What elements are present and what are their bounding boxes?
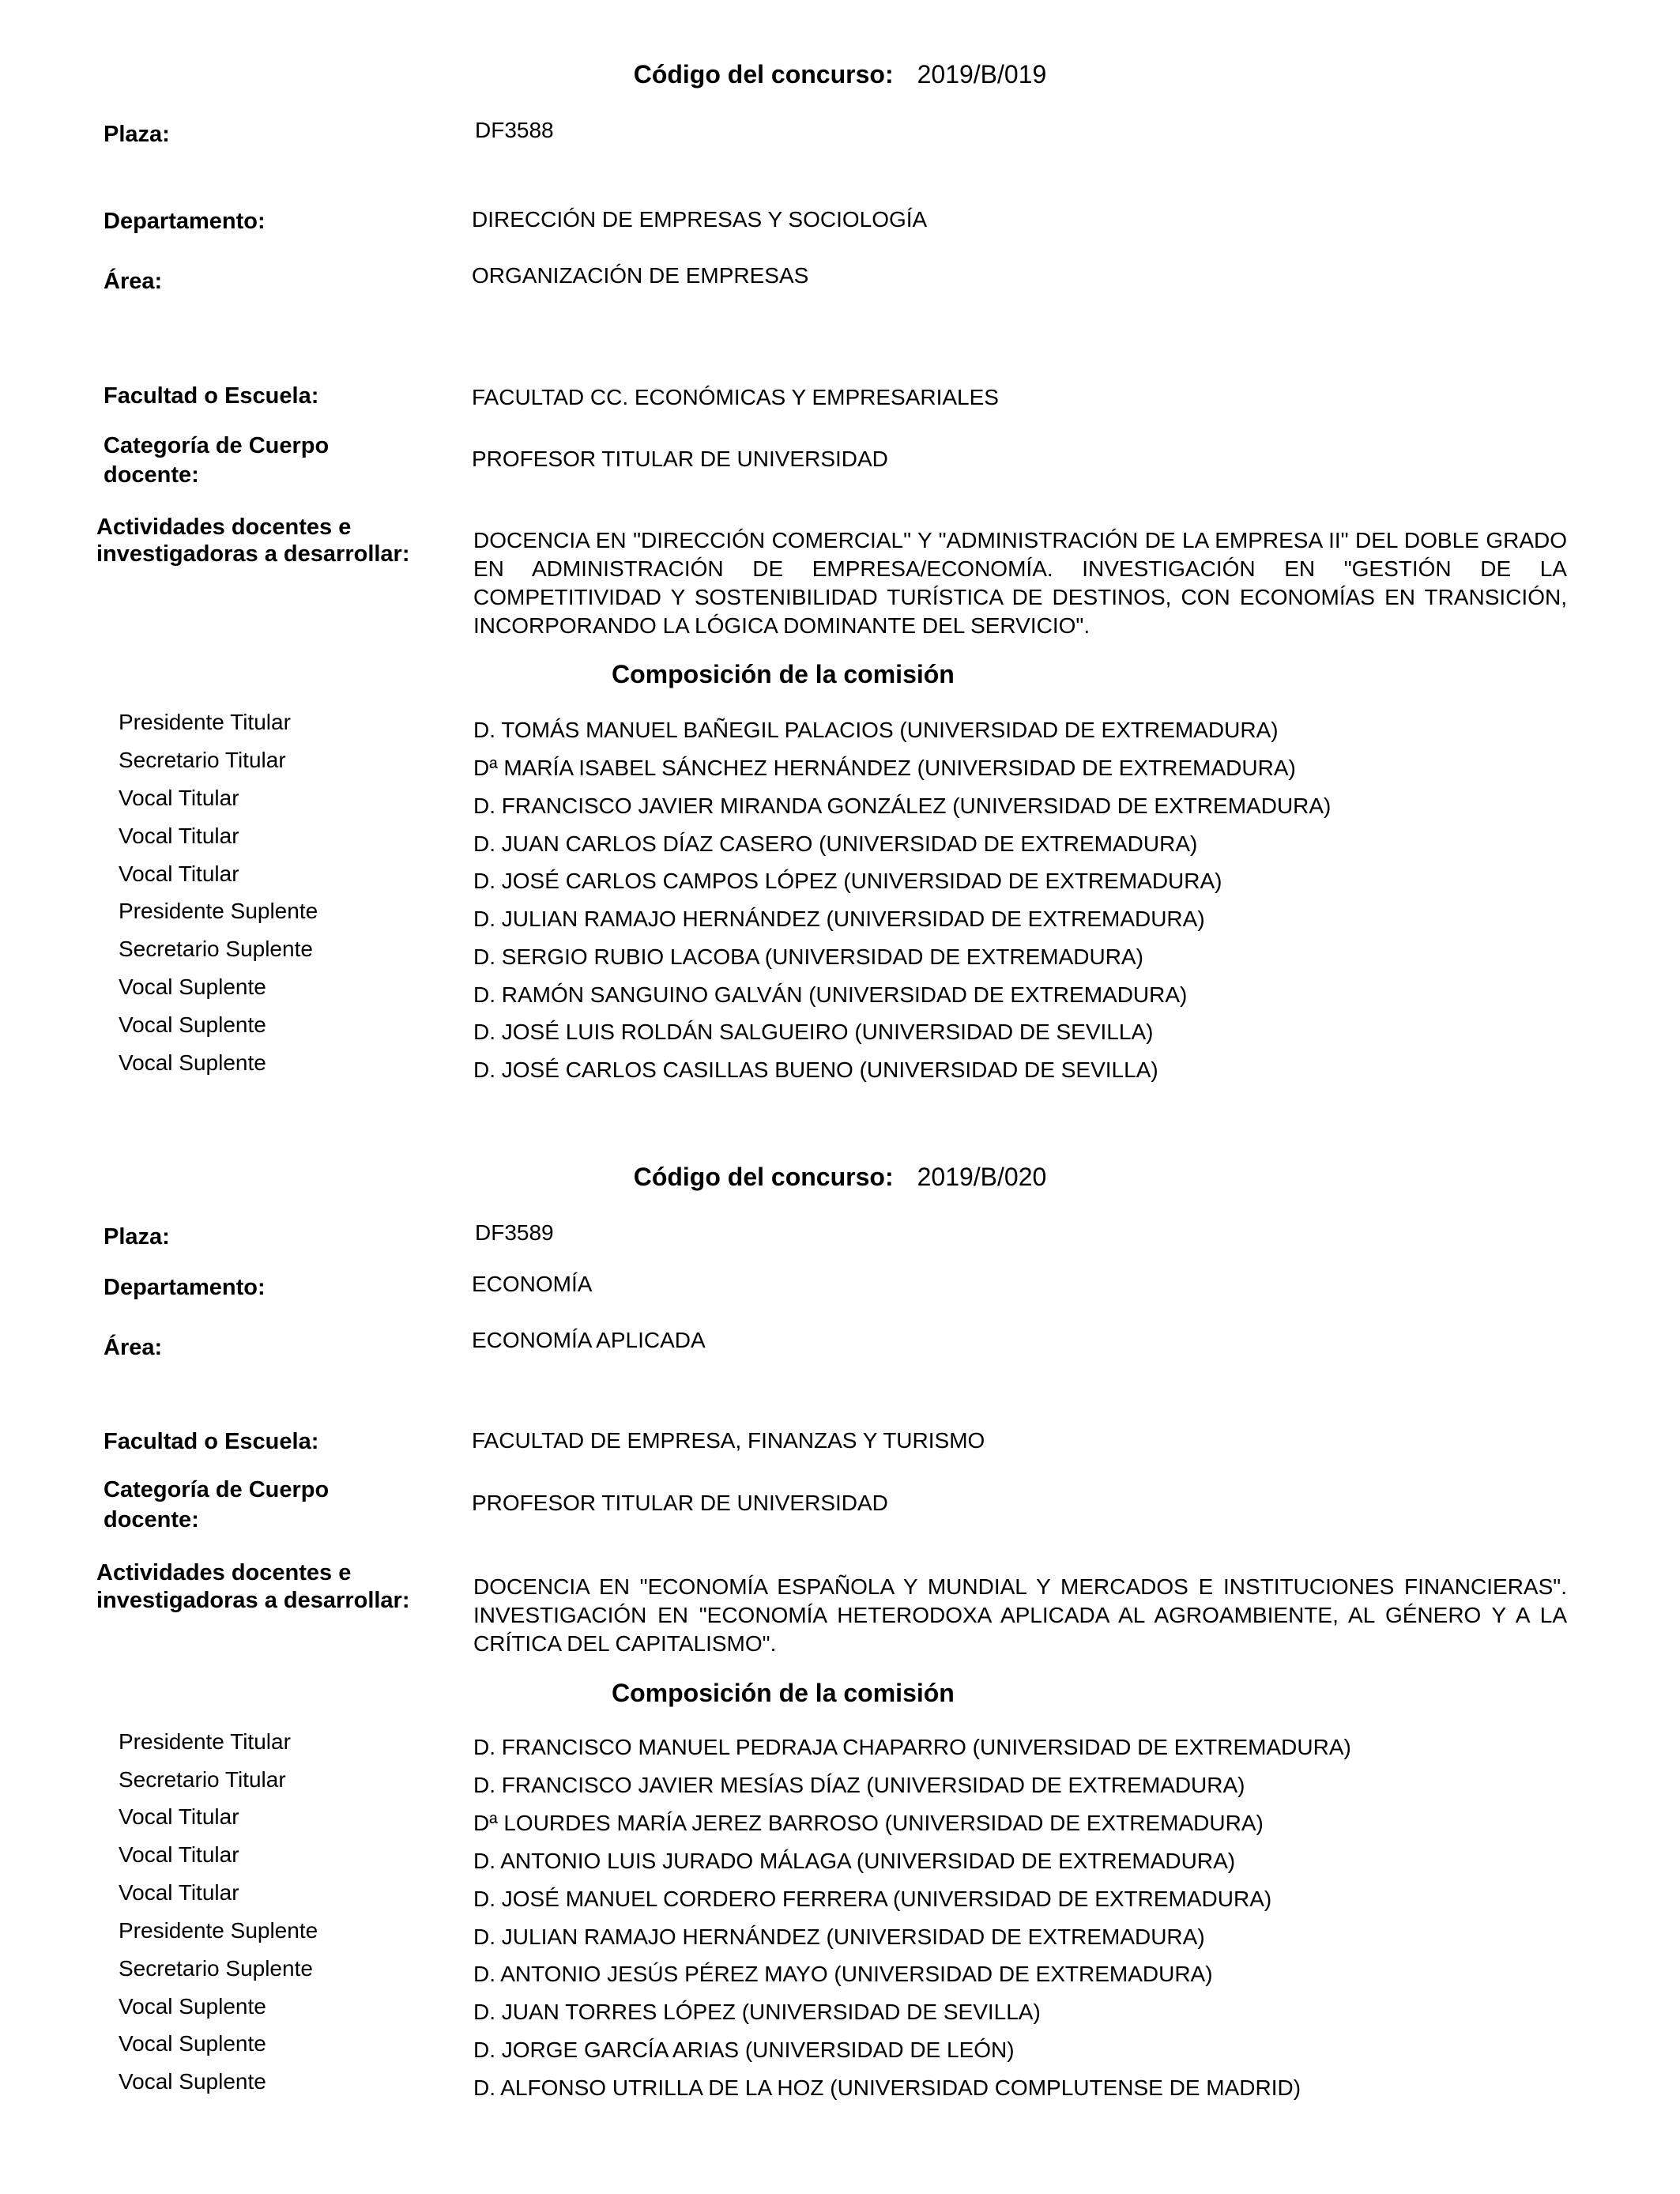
concurso-code-value: 2019/B/020 [917, 1163, 1047, 1191]
comision-role: Presidente Suplente [119, 1918, 318, 1943]
concurso-code-label: Código del concurso: [633, 1163, 894, 1191]
departamento-label: Departamento: [104, 1275, 266, 1300]
comision-role: Vocal Titular [119, 786, 239, 810]
concurso-code-value: 2019/B/019 [917, 60, 1047, 89]
comision-member: D. JOSÉ LUIS ROLDÁN SALGUEIRO (UNIVERSIDAD DE SEVILLA) [473, 1020, 1154, 1044]
comision-member: D. JOSÉ MANUEL CORDERO FERRERA (UNIVERSIDAD DE EXTREMADURA) [473, 1887, 1272, 1911]
comision-role: Vocal Titular [119, 1804, 239, 1829]
comision-member: D. JUAN TORRES LÓPEZ (UNIVERSIDAD DE SEVILLA) [473, 2000, 1041, 2024]
comision-member: D. JULIAN RAMAJO HERNÁNDEZ (UNIVERSIDAD DE EXTREMADURA) [473, 1924, 1205, 1949]
area-value: ECONOMÍA APLICADA [472, 1328, 706, 1352]
plaza-label: Plaza: [104, 122, 170, 147]
concurso-code-line [0, 60, 1680, 89]
comision-member: D. JORGE GARCÍA ARIAS (UNIVERSIDAD DE LEÓN) [473, 2038, 1015, 2062]
comision-member: D. ALFONSO UTRILLA DE LA HOZ (UNIVERSIDAD COMPLUTENSE DE MADRID) [473, 2075, 1301, 2100]
comision-member: D. RAMÓN SANGUINO GALVÁN (UNIVERSIDAD DE EXTREMADURA) [473, 982, 1188, 1007]
comision-role: Vocal Suplente [119, 974, 266, 999]
concurso-block [0, 0, 1680, 1091]
categoria-value: PROFESOR TITULAR DE UNIVERSIDAD [472, 1491, 888, 1515]
area-value: ORGANIZACIÓN DE EMPRESAS [472, 263, 809, 288]
actividades-text: DOCENCIA EN "ECONOMÍA ESPAÑOLA Y MUNDIAL Y MERCADOS E INSTITUCIONES FINANCIERAS". INVESTIGACIÓN EN "ECONOMÍA HETERODOXA APLICADA AL AGROAMBIENTE, AL GÉNERO Y A LA CRÍTICA DEL CAPITALISMO". [473, 1574, 1567, 1656]
comision-role: Presidente Titular [119, 710, 291, 734]
comision-member: D. FRANCISCO MANUEL PEDRAJA CHAPARRO (UNIVERSIDAD DE EXTREMADURA) [473, 1735, 1351, 1759]
comision-title: Composición de la comisión [612, 660, 955, 688]
comision-role: Vocal Titular [119, 1880, 239, 1905]
comision-role: Secretario Titular [119, 1767, 286, 1792]
categoria-value: PROFESOR TITULAR DE UNIVERSIDAD [472, 447, 888, 471]
comision-role: Vocal Titular [119, 1842, 239, 1867]
departamento-label: Departamento: [104, 209, 266, 234]
facultad-label: Facultad o Escuela: [104, 383, 319, 409]
comision-role: Vocal Suplente [119, 2069, 266, 2094]
comision-role: Presidente Suplente [119, 899, 318, 923]
comision-role: Secretario Suplente [119, 1956, 313, 1981]
concurso-code-line [0, 1163, 1680, 1192]
comision-member: Dª LOURDES MARÍA JEREZ BARROSO (UNIVERSIDAD DE EXTREMADURA) [473, 1811, 1264, 1835]
comision-role: Vocal Suplente [119, 1012, 266, 1037]
comision-title: Composición de la comisión [612, 1679, 955, 1707]
plaza-value: DF3589 [475, 1220, 554, 1245]
departamento-value: DIRECCIÓN DE EMPRESAS Y SOCIOLOGÍA [472, 207, 928, 232]
comision-member: D. ANTONIO LUIS JURADO MÁLAGA (UNIVERSIDAD DE EXTREMADURA) [473, 1849, 1236, 1873]
comision-role: Vocal Titular [119, 861, 239, 886]
actividades-label-line1: Actividades docentes e [96, 1560, 352, 1585]
concurso-code-label: Código del concurso: [633, 60, 894, 89]
comision-member: D. JOSÉ CARLOS CAMPOS LÓPEZ (UNIVERSIDAD DE EXTREMADURA) [473, 869, 1222, 893]
comision-role: Vocal Titular [119, 824, 239, 848]
comision-member: Dª MARÍA ISABEL SÁNCHEZ HERNÁNDEZ (UNIVERSIDAD DE EXTREMADURA) [473, 756, 1296, 780]
plaza-value: DF3588 [475, 118, 554, 142]
area-label: Área: [104, 1335, 163, 1360]
comision-role: Secretario Suplente [119, 937, 313, 961]
comision-role: Vocal Suplente [119, 1994, 266, 2019]
actividades-label-line2: investigadoras a desarrollar: [96, 541, 410, 567]
comision-member: D. FRANCISCO JAVIER MESÍAS DÍAZ (UNIVERSIDAD DE EXTREMADURA) [473, 1773, 1245, 1797]
facultad-value: FACULTAD CC. ECONÓMICAS Y EMPRESARIALES [472, 385, 999, 409]
departamento-value: ECONOMÍA [472, 1272, 593, 1296]
comision-member: D. JUAN CARLOS DÍAZ CASERO (UNIVERSIDAD DE EXTREMADURA) [473, 831, 1198, 856]
plaza-label: Plaza: [104, 1224, 170, 1250]
comision-member: D. JOSÉ CARLOS CASILLAS BUENO (UNIVERSIDAD DE SEVILLA) [473, 1057, 1158, 1082]
comision-role: Secretario Titular [119, 748, 286, 772]
comision-role: Presidente Titular [119, 1729, 291, 1754]
facultad-label: Facultad o Escuela: [104, 1429, 319, 1454]
comision-role: Vocal Suplente [119, 2031, 266, 2056]
comision-member: D. JULIAN RAMAJO HERNÁNDEZ (UNIVERSIDAD DE EXTREMADURA) [473, 907, 1205, 931]
categoria-label-line2: docente: [104, 462, 199, 488]
actividades-label-line2: investigadoras a desarrollar: [96, 1588, 410, 1613]
comision-member: D. SERGIO RUBIO LACOBA (UNIVERSIDAD DE EXTREMADURA) [473, 944, 1143, 969]
facultad-value: FACULTAD DE EMPRESA, FINANZAS Y TURISMO [472, 1428, 985, 1453]
categoria-label-line1: Categoría de Cuerpo [104, 1477, 330, 1502]
categoria-label-line2: docente: [104, 1507, 199, 1532]
comision-member: D. ANTONIO JESÚS PÉREZ MAYO (UNIVERSIDAD DE EXTREMADURA) [473, 1962, 1213, 1986]
area-label: Área: [104, 269, 163, 294]
concurso-block [0, 1103, 1680, 2193]
comision-member: D. TOMÁS MANUEL BAÑEGIL PALACIOS (UNIVERSIDAD DE EXTREMADURA) [473, 718, 1279, 742]
categoria-label-line1: Categoría de Cuerpo [104, 433, 330, 458]
comision-role: Vocal Suplente [119, 1050, 266, 1075]
comision-member: D. FRANCISCO JAVIER MIRANDA GONZÁLEZ (UNIVERSIDAD DE EXTREMADURA) [473, 794, 1332, 818]
actividades-text: DOCENCIA EN "DIRECCIÓN COMERCIAL" Y "ADMINISTRACIÓN DE LA EMPRESA II" DEL DOBLE GRADO EN ADMINISTRACIÓN DE EMPRESA/ECONOMÍA. INVESTIGACIÓN EN "GESTIÓN DE LA COMPETITIVIDAD Y SOSTENIBILIDAD TURÍSTICA DE DESTINOS, CON ECONOMÍAS EN TRANSICIÓN, INCORPORANDO LA LÓGICA DOMINANTE DEL SERVICIO". [473, 528, 1567, 638]
actividades-label-line1: Actividades docentes e [96, 515, 352, 540]
